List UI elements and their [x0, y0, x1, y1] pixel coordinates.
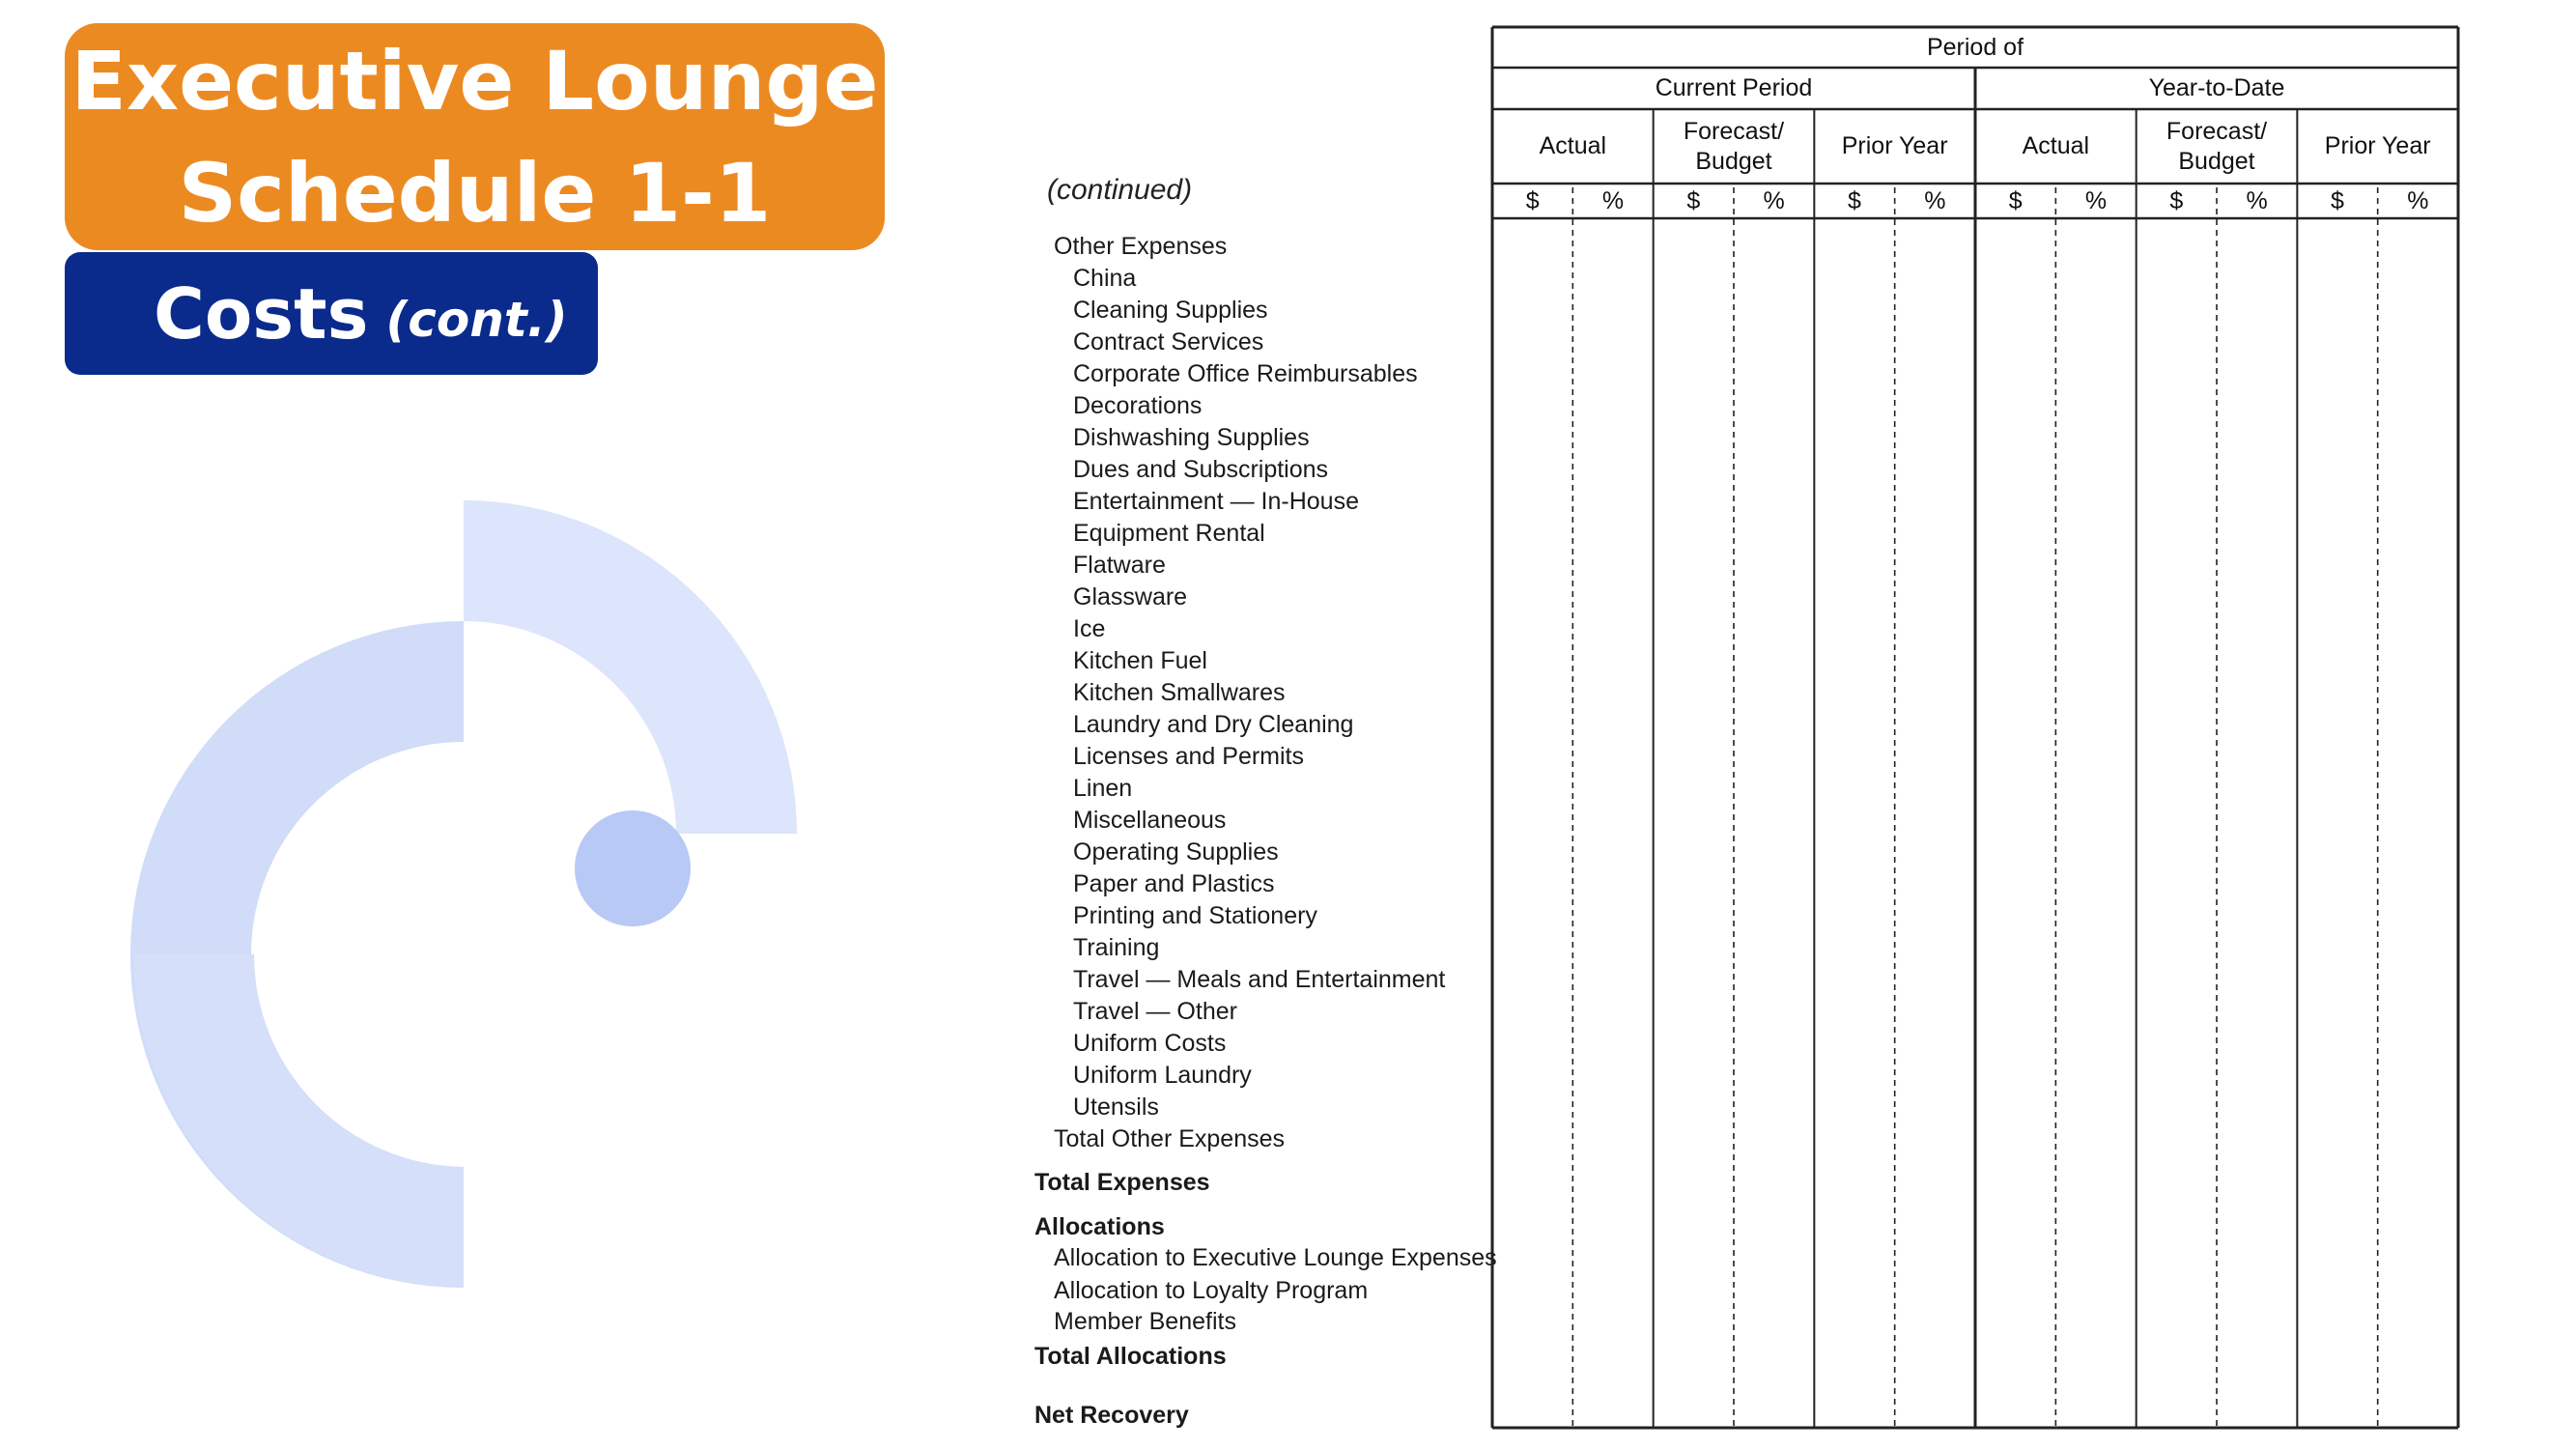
header-column-line1: Prior Year [1841, 132, 1948, 159]
header-column-6 [2297, 109, 2458, 184]
header-year-to-date: Year-to-Date [2148, 74, 2285, 101]
row-label: Miscellaneous [1073, 807, 1227, 834]
header-percent-sign: % [1924, 186, 1946, 214]
row-label: Glassware [1073, 583, 1188, 611]
row-label: Total Expenses [1034, 1169, 1210, 1196]
row-label: Net Recovery [1034, 1402, 1189, 1429]
header-current-period: Current Period [1655, 74, 1813, 101]
header-dollar-sign: $ [2169, 186, 2184, 214]
row-label: Utensils [1073, 1094, 1159, 1121]
header-percent-sign: % [2407, 186, 2429, 214]
row-label: Flatware [1073, 552, 1166, 579]
header-column-line1: Actual [2022, 132, 2090, 159]
header-dollar-sign: $ [2008, 186, 2023, 214]
header-dollar-sign: $ [1686, 186, 1701, 214]
header-column-line1: Forecast/ [1683, 117, 1785, 145]
row-label: Travel — Other [1073, 998, 1237, 1025]
header-column-line2: Budget [1695, 147, 1772, 175]
row-label: Kitchen Smallwares [1073, 679, 1286, 706]
subtitle-text: Costs [154, 272, 369, 355]
header-column-line1: Actual [1539, 132, 1607, 159]
subtitle-note: (cont.) [385, 291, 568, 348]
row-label: Uniform Costs [1073, 1030, 1227, 1057]
header-column-4 [1975, 109, 2137, 184]
row-label: Decorations [1073, 392, 1203, 419]
title-line-1: Executive Lounge [71, 33, 879, 128]
header-column-2 [1654, 109, 1815, 184]
header-percent-sign: % [2084, 186, 2108, 214]
row-label: Entertainment — In-House [1073, 488, 1359, 515]
header-column-5 [2137, 109, 2298, 184]
header-column-line1: Forecast/ [2166, 117, 2268, 145]
row-label: Allocation to Executive Lounge Expenses [1054, 1244, 1497, 1271]
row-label: Total Allocations [1034, 1343, 1227, 1370]
row-label: Allocations [1034, 1213, 1165, 1240]
row-label: Dues and Subscriptions [1073, 456, 1329, 483]
row-label: Laundry and Dry Cleaning [1073, 711, 1354, 738]
continued-label: (continued) [1047, 174, 1193, 206]
row-label: Corporate Office Reimbursables [1073, 360, 1418, 387]
row-label: Cleaning Supplies [1073, 297, 1268, 324]
header-dollar-sign: $ [1525, 186, 1540, 214]
row-label: Kitchen Fuel [1073, 647, 1207, 674]
header-percent-sign: % [1763, 186, 1785, 214]
header-column-line2: Budget [2178, 147, 2255, 175]
row-label: Ice [1073, 615, 1106, 642]
title-line-2: Schedule 1-1 [178, 145, 772, 241]
row-label: Operating Supplies [1073, 838, 1279, 866]
header-dollar-sign: $ [2331, 186, 2344, 214]
row-label: Equipment Rental [1073, 520, 1265, 547]
row-label: Licenses and Permits [1073, 743, 1305, 770]
row-label: Uniform Laundry [1073, 1062, 1252, 1089]
row-label: Other Expenses [1054, 233, 1228, 260]
row-label: Linen [1073, 775, 1133, 802]
header-percent-sign: % [2246, 186, 2268, 214]
row-label: Allocation to Loyalty Program [1054, 1277, 1369, 1304]
row-label: Training [1073, 934, 1160, 961]
row-label: Dishwashing Supplies [1073, 424, 1310, 451]
row-label: Travel — Meals and Entertainment [1073, 966, 1446, 993]
row-label: Member Benefits [1054, 1308, 1236, 1335]
header-column-line1: Prior Year [2324, 132, 2431, 159]
row-label: China [1073, 265, 1137, 292]
row-label: Total Other Expenses [1054, 1125, 1286, 1152]
header-percent-sign: % [1601, 186, 1625, 214]
header-dollar-sign: $ [1848, 186, 1861, 214]
header-column-1 [1492, 109, 1654, 184]
row-label: Contract Services [1073, 328, 1264, 355]
row-label: Paper and Plastics [1073, 870, 1275, 897]
header-column-3 [1814, 109, 1975, 184]
row-label: Printing and Stationery [1073, 902, 1317, 929]
header-period-of: Period of [1926, 33, 2024, 61]
